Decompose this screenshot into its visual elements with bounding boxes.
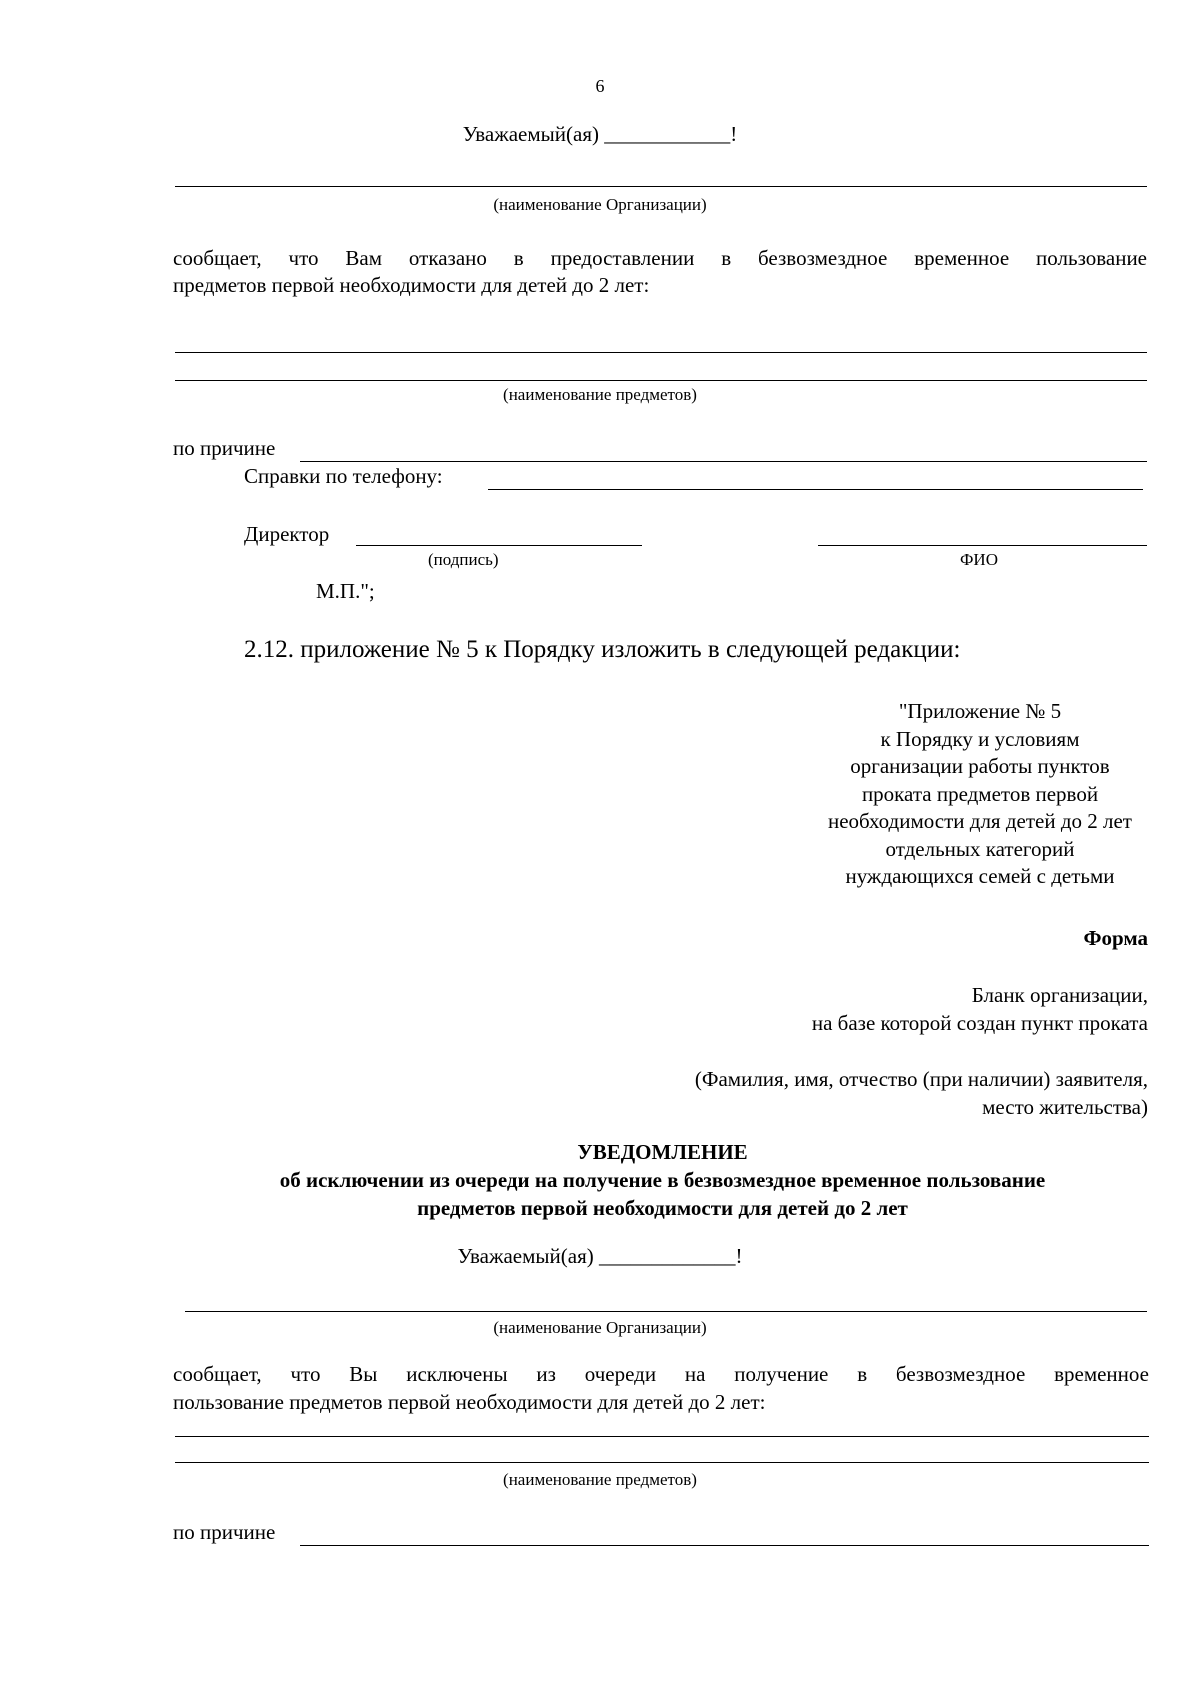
letterhead-block [600, 982, 1148, 1037]
form-label: Форма [1083, 926, 1148, 950]
applicant-line: место жительства) [982, 1094, 1148, 1119]
page-number: 6 [595, 76, 605, 96]
body-text-line-1: сообщает, что Вам отказано в предоставлении в безвозмездное временное пользование [173, 246, 1147, 270]
applicant-line: (Фамилия, имя, отчество (при наличии) заявителя, [694, 1067, 1148, 1091]
body-text-2-line-1: сообщает, что Вы исключены из очереди на получение в безвозмездное временное [173, 1362, 1149, 1386]
phone-label: Справки по телефону: [244, 464, 443, 488]
reason-blank-line [300, 461, 1147, 462]
reason-blank-line-2 [300, 1545, 1149, 1546]
notice-subtitle-line-1: об исключении из очереди на получение в безвозмездное временное пользование [279, 1168, 1046, 1192]
appendix-header-line: проката предметов первой [861, 781, 1099, 806]
items-blank-line-2 [175, 380, 1147, 381]
organization-blank-line [175, 186, 1147, 187]
reason-label: по причине [173, 436, 276, 460]
notice-subtitle-line-2: предметов первой необходимости для детей до 2 лет [417, 1196, 908, 1220]
items-blank-line-3 [175, 1436, 1149, 1437]
organization-caption-2: (наименование Организации) [493, 1318, 707, 1337]
items-blank-line-4 [175, 1462, 1149, 1463]
appendix-header-line: отдельных категорий [885, 836, 1075, 861]
reason-label-2: по причине [173, 1520, 276, 1544]
signature-caption: (подпись) [428, 550, 499, 569]
phone-blank-line [488, 489, 1143, 490]
signature-blank-line [356, 545, 642, 546]
director-label: Директор [244, 522, 330, 546]
fio-blank-line [818, 545, 1147, 546]
amendment-text: 2.12. приложение № 5 к Порядку изложить в следующей редакции: [244, 636, 961, 663]
appendix-header-line: к Порядку и условиям [880, 726, 1080, 751]
letterhead-line: Бланк организации, [971, 983, 1148, 1007]
notice-title: УВЕДОМЛЕНИЕ [577, 1140, 748, 1164]
items-caption: (наименование предметов) [503, 385, 697, 404]
greeting-line: Уважаемый(ая) ____________! [462, 122, 738, 146]
items-caption-2: (наименование предметов) [503, 1470, 697, 1489]
fio-caption: ФИО [960, 550, 998, 569]
greeting-line-2: Уважаемый(ая) _____________! [457, 1244, 743, 1268]
appendix-header-line: организации работы пунктов [850, 754, 1110, 778]
letterhead-line: на базе которой создан пункт проката [811, 1010, 1148, 1035]
appendix-header-line: нуждающихся семей с детьми [845, 864, 1115, 888]
organization-caption: (наименование Организации) [493, 195, 707, 214]
appendix-header [745, 698, 1200, 891]
stamp-label: М.П."; [316, 579, 375, 603]
body-text-2-line-2: пользование предметов первой необходимости для детей до 2 лет: [173, 1390, 766, 1414]
applicant-block [560, 1066, 1148, 1121]
body-text-line-2: предметов первой необходимости для детей до 2 лет: [173, 273, 650, 297]
appendix-header-line: "Приложение № 5 [898, 699, 1062, 723]
appendix-header-line: необходимости для детей до 2 лет [828, 809, 1132, 833]
organization-blank-line-2 [185, 1311, 1147, 1312]
items-blank-line-1 [175, 352, 1147, 353]
